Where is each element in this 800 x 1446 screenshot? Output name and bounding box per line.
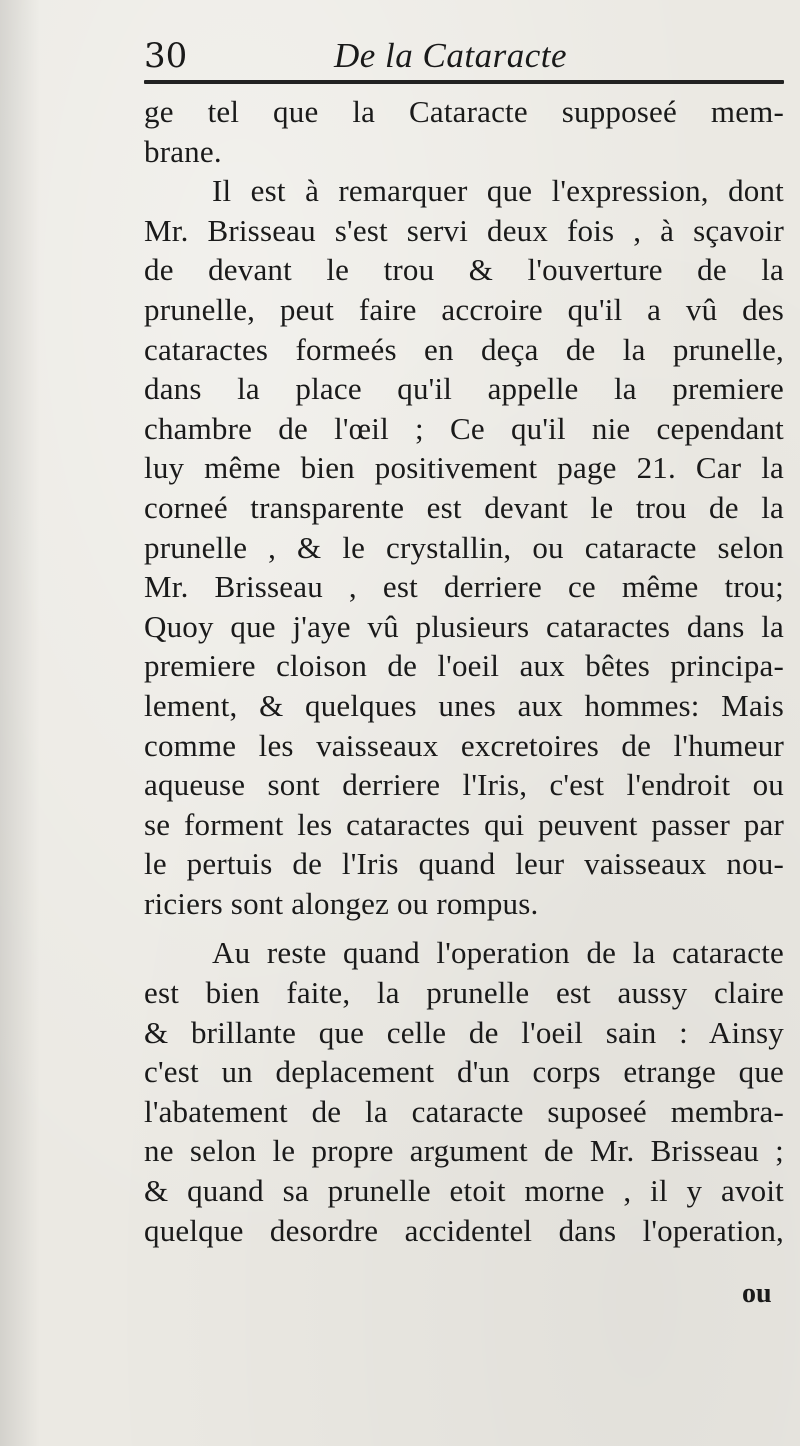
running-head: De la Cataracte: [334, 36, 568, 75]
text-line: est bien faite, la prunelle est aussy claire: [144, 975, 784, 1011]
text-line: corneé transparente est devant le trou de la: [144, 489, 784, 525]
text-line: ne selon le propre argument de Mr. Brisseau ;: [144, 1133, 784, 1169]
text-line: Il est à remarquer que l'expression, dont: [212, 173, 784, 209]
paragraph-gap: [144, 923, 784, 933]
text-line: & brillante que celle de l'oeil sain : Ainsy: [144, 1014, 784, 1050]
text-line: Quoy que j'aye vû plusieurs cataractes dans la: [144, 608, 784, 644]
text-line: Au reste quand l'operation de la cataracte: [212, 935, 784, 971]
text-line: premiere cloison de l'oeil aux bêtes principa-: [144, 648, 784, 684]
text-line: cataractes formeés en deça de la prunelle,: [144, 331, 784, 367]
text-line: brane.: [144, 133, 222, 169]
page-header: [144, 30, 784, 80]
text-line: chambre de l'œil ; Ce qu'il nie cependant: [144, 410, 784, 446]
body-text: [144, 92, 784, 1250]
text-line: de devant le trou & l'ouverture de la: [144, 252, 784, 288]
text-line: comme les vaisseaux excretoires de l'humeur: [144, 727, 784, 763]
text-line: dans la place qu'il appelle la premiere: [144, 371, 784, 407]
text-line: Mr. Brisseau s'est servi deux fois , à sçavoir: [144, 212, 784, 248]
text-line: luy même bien positivement page 21. Car la: [144, 450, 784, 486]
text-line: riciers sont alongez ou rompus.: [144, 885, 539, 921]
text-line: prunelle, peut faire accroire qu'il a vû des: [144, 291, 784, 327]
page-number: 30: [144, 36, 188, 76]
text-line: quelque desordre accidentel dans l'operation,: [144, 1212, 784, 1248]
text-line: le pertuis de l'Iris quand leur vaisseaux nou-: [144, 846, 784, 882]
text-line: aqueuse sont derriere l'Iris, c'est l'endroit ou: [144, 767, 784, 803]
text-line: ge tel que la Cataracte supposeé mem-: [144, 94, 784, 129]
text-line: Mr. Brisseau , est derriere ce même trou;: [144, 569, 784, 605]
text-line: & quand sa prunelle etoit morne , il y avoit: [144, 1173, 784, 1209]
header-rule: [144, 80, 784, 84]
text-line: lement, & quelques unes aux hommes: Mais: [144, 687, 784, 723]
text-line: se forment les cataractes qui peuvent passer par: [144, 806, 784, 842]
catchword: ou: [742, 1278, 772, 1309]
gutter-shadow: [0, 0, 40, 1446]
text-line: prunelle , & le crystallin, ou cataracte selon: [144, 529, 784, 565]
text-line: l'abatement de la cataracte suposeé membra-: [144, 1093, 784, 1129]
text-line: c'est un deplacement d'un corps etrange que: [144, 1054, 784, 1090]
